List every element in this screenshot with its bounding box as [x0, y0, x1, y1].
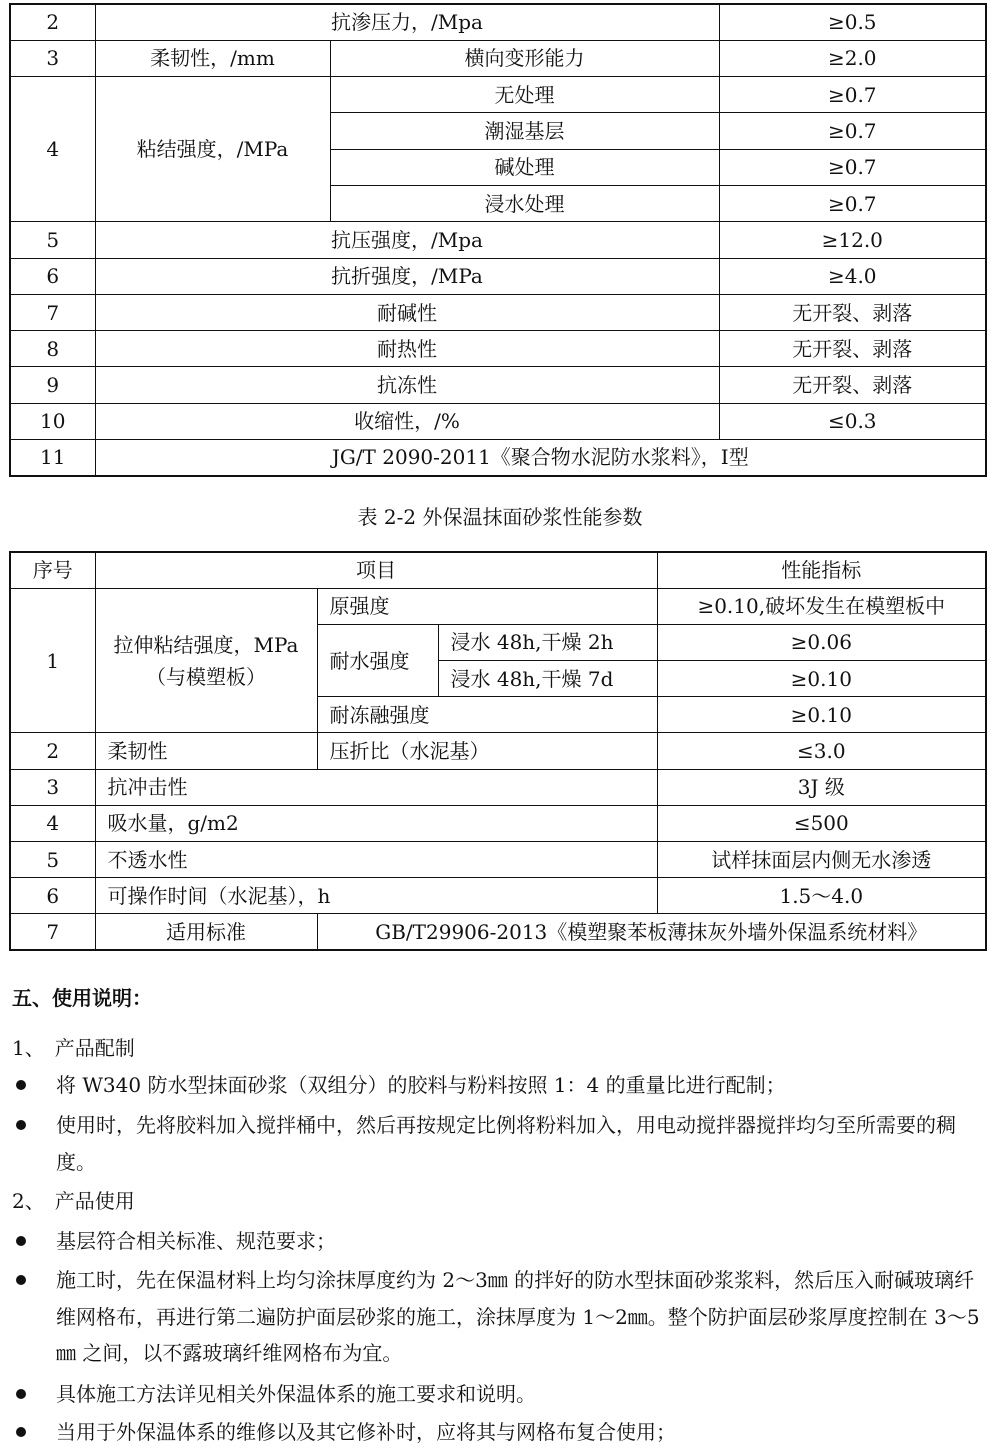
bullet-text: 使用时，先将胶料加入搅拌桶中，然后再按规定比例将粉料加入，用电动搅拌器搅拌均匀至所需要的稠度。: [56, 1113, 956, 1174]
value-cell: 无开裂、剥落: [719, 367, 986, 403]
bullet-icon: [16, 1080, 26, 1090]
value-cell: ≥0.10: [657, 697, 986, 733]
item-cell: 粘结强度，/MPa: [95, 77, 330, 222]
bullet-text: 施工时，先在保温材料上均匀涂抹厚度约为 2～3㎜ 的拌好的防水型抹面砂浆浆料，然后压入耐碱玻璃纤维网格布，再进行第二遍防护面层砂浆的施工，涂抹厚度为 1～2㎜。整个防护面层砂浆厚度控制在 3～5㎜ 之间，以不露玻璃纤维网格布为宜。: [56, 1268, 980, 1365]
header-no: 序号: [10, 552, 95, 588]
row-number: 2: [10, 4, 95, 40]
sub-item-cell: 浸水处理: [330, 185, 719, 221]
bullet-text: 基层符合相关标准、规范要求；: [56, 1229, 336, 1253]
table-row: [10, 440, 986, 476]
sub-item-cell: 横向变形能力: [330, 40, 719, 76]
performance-table-2: [9, 551, 987, 951]
row-number: 4: [10, 77, 95, 222]
value-cell: 1.5～4.0: [657, 878, 986, 914]
item-cell: 抗折强度，/MPa: [95, 258, 719, 294]
row-number: 5: [10, 842, 95, 878]
item-cell: 抗压强度，/Mpa: [95, 222, 719, 258]
value-cell: ≤3.0: [657, 733, 986, 769]
item-cell: 柔韧性: [95, 733, 317, 769]
item-line-1: 拉伸粘结强度，MPa: [113, 632, 299, 657]
table-row: [10, 914, 986, 950]
sub-item-cell: 潮湿基层: [330, 113, 719, 149]
value-cell: ≥0.7: [719, 185, 986, 221]
table-row: [10, 733, 986, 769]
value-cell: ≥12.0: [719, 222, 986, 258]
sub-item-cell: 耐水强度: [317, 624, 438, 696]
sub-item-cell: 耐冻融强度: [317, 697, 657, 733]
bullet-text: 将 W340 防水型抹面砂浆（双组分）的胶料与粉料按照 1：4 的重量比进行配制；: [56, 1073, 786, 1097]
sub-item-cell: 无处理: [330, 77, 719, 113]
header-item: 项目: [95, 552, 657, 588]
subsection-2: 2、 产品使用: [12, 1189, 135, 1213]
row-number: 7: [10, 914, 95, 950]
value-cell: ≥0.7: [719, 113, 986, 149]
table-row: [10, 842, 986, 878]
item-cell: 吸水量，g/m2: [95, 805, 657, 841]
row-number: 9: [10, 367, 95, 403]
item-line-2: （与模塑板）: [146, 664, 266, 689]
table-row: [10, 403, 986, 439]
section-heading: 五、使用说明：: [12, 986, 152, 1010]
row-number: 1: [10, 588, 95, 733]
row-number: 3: [10, 40, 95, 76]
performance-table-1: [9, 3, 987, 477]
row-number: 6: [10, 878, 95, 914]
row-number: 4: [10, 805, 95, 841]
value-cell: ≥0.10,破坏发生在模塑板中: [657, 588, 986, 624]
row-number: 11: [10, 440, 95, 476]
value-cell: 无开裂、剥落: [719, 331, 986, 367]
value-cell: ≥0.10: [657, 661, 986, 697]
value-cell: 无开裂、剥落: [719, 294, 986, 330]
table-row: [10, 878, 986, 914]
table-row: [10, 588, 986, 624]
value-cell: ≥0.7: [719, 77, 986, 113]
item-cell: 柔韧性，/mm: [95, 40, 330, 76]
value-cell: ≥0.06: [657, 624, 986, 660]
item-cell: 收缩性，/%: [95, 403, 719, 439]
item-cell: 可操作时间（水泥基），h: [95, 878, 657, 914]
table-row: [10, 769, 986, 805]
value-cell: ≥4.0: [719, 258, 986, 294]
bullet-text: 当用于外保温体系的维修以及其它修补时，应将其与网格布复合使用；: [56, 1420, 676, 1444]
value-cell: 试样抹面层内侧无水渗透: [657, 842, 986, 878]
row-number: 7: [10, 294, 95, 330]
condition-cell: 浸水 48h,干燥 2h: [438, 624, 657, 660]
sub-item-cell: 压折比（水泥基）: [317, 733, 657, 769]
standard-cell: GB/T29906-2013《模塑聚苯板薄抹灰外墙外保温系统材料》: [317, 914, 986, 950]
item-cell: 抗冻性: [95, 367, 719, 403]
table-row: [10, 331, 986, 367]
sub-item-cell: 碱处理: [330, 149, 719, 185]
condition-cell: 浸水 48h,干燥 7d: [438, 661, 657, 697]
item-cell: 抗渗压力，/Mpa: [95, 4, 719, 40]
standard-cell: JG/T 2090-2011《聚合物水泥防水浆料》，Ⅰ型: [95, 440, 986, 476]
header-value: 性能指标: [657, 552, 986, 588]
row-number: 5: [10, 222, 95, 258]
bullet-text: 具体施工方法详见相关外保温体系的施工要求和说明。: [56, 1382, 536, 1406]
bullet-icon: [16, 1236, 26, 1246]
bullet-icon: [16, 1120, 26, 1130]
value-cell: ≥0.5: [719, 4, 986, 40]
value-cell: ≥2.0: [719, 40, 986, 76]
bullet-icon: [16, 1427, 26, 1437]
row-number: 2: [10, 733, 95, 769]
table-caption: 表 2-2 外保温抹面砂浆性能参数: [357, 505, 643, 529]
item-cell: 抗冲击性: [95, 769, 657, 805]
table-row: [10, 4, 986, 40]
table-row: [10, 367, 986, 403]
table-row: [10, 805, 986, 841]
table-row: [10, 294, 986, 330]
row-number: 3: [10, 769, 95, 805]
value-cell: ≥0.7: [719, 149, 986, 185]
item-cell: [95, 588, 317, 733]
bullet-icon: [16, 1275, 26, 1285]
row-number: 8: [10, 331, 95, 367]
bullet-icon: [16, 1389, 26, 1399]
table-row: [10, 222, 986, 258]
table-row: [10, 40, 986, 76]
value-cell: ≤0.3: [719, 403, 986, 439]
subsection-1: 1、 产品配制: [12, 1036, 135, 1060]
item-cell: 不透水性: [95, 842, 657, 878]
row-number: 6: [10, 258, 95, 294]
item-cell: 适用标准: [95, 914, 317, 950]
item-cell: 耐热性: [95, 331, 719, 367]
value-cell: ≤500: [657, 805, 986, 841]
table-row: [10, 258, 986, 294]
header-row: [10, 552, 986, 588]
sub-item-cell: 原强度: [317, 588, 657, 624]
row-number: 10: [10, 403, 95, 439]
table-row: [10, 77, 986, 113]
value-cell: 3J 级: [657, 769, 986, 805]
item-cell: 耐碱性: [95, 294, 719, 330]
